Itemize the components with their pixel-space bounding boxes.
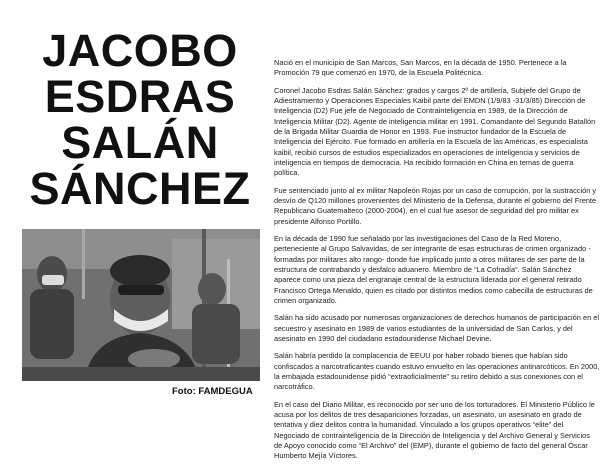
bio-paragraph-4: En la década de 1990 fue señalado por las investigaciones del Caso de la Red Moreno, perteneciente al Grupo Salvavidas, de ser integrante de esas estructuras de crimen organizado -formadas por militares alto rango- donde fue implicado junto a otros militares de ser parte de la estructura de contrabando y desfalco aduanero. Miembro de “La Cofradía”. Salán Sánchez aparece como una pieza del engranaje central de la estructura liderada por el general retirado Francisco Ortega Menaldo, quien es citado por distintos medios como cabecilla de estructuras de crimen organizado. bbox=[274, 234, 593, 305]
bio-paragraph-2: Coronel Jacobo Esdras Salán Sánchez: grados y cargos 2º de artillería, Subjefe del Grupo de Adiestramiento y Operaciones Especiales Kaibil parte del EMDN (1/9/83 -31/3/85) Dirección de Inteligencia (D2) Fue jefe de Negociado de Contrainteligencia en 1989, de la Dirección de Inteligencia Militar (D2). Agente de inteligencia militar en 1991. Comandante del Segundo Batallón de la Brigada Militar Guardia de Honor en 1993. Fue instructor fundador de la Escuela de Inteligencia del Ejército. Fue formado en artillería en la Escuela de las Américas, es especialista kaibil, recibió cursos de estudios especializados en operaciones de inteligencia y servicios de inteligencia en tiempos de democracia. Ha recibido formación en China en temas de guerra política. bbox=[274, 85, 596, 178]
name-line-3: SALÁN bbox=[61, 117, 219, 168]
bio-paragraph-1: Nació en el municipio de San Marcos, San Marcos, en la década de 1950. Pertenece a la Promoción 79 que comenzó en 1970, de la Escuela Politécnica. bbox=[274, 58, 567, 78]
bio-paragraph-3: Fue sentenciado junto al ex militar Napoleón Rojas por un caso de corrupción, por la sustracción y desvío de Q120 millones provenientes del Ministerio de la Defensa, durante el gobierno del Frente Republicano Guatemalteco (2000-2004), en el cual fue asesor de seguridad del pro militar ex presidente Alfonso Portillo. bbox=[274, 185, 597, 226]
bio-paragraph-6: Salán habría perdido la complacencia de EEUU por haber robado bienes que habían sido confiscados a narcotraficantes cuando estuvo envuelto en las operaciones antinarcóticos. En 2000, la embajada estadounidense pidió “extraoficialmente” su retiro debido a sus conexiones con el narcotráfico. bbox=[274, 351, 600, 392]
name-line-2: ESDRAS bbox=[44, 71, 236, 122]
photo-credit: Foto: FAMDEGUA bbox=[172, 386, 253, 397]
name-line-4: SÁNCHEZ bbox=[29, 163, 251, 214]
bio-paragraph-5: Salán ha sido acusado por numerosas organizaciones de derechos humanos de participación en el secuestro y asesinato en 1989 de varios estudiantes de la universidad de San Carlos, y del asesinato en 1990 del ciudadano estadounidense Michael Devine. bbox=[274, 313, 599, 343]
portrait-photo bbox=[22, 229, 260, 381]
bio-paragraph-7: En el caso del Diario Militar, es reconocido por ser uno de los torturadores. El Ministerio Público le acusa por los delitos de tres desapariciones forzadas, un asesinato, un asesinato en grado de tentativa y diez delitos contra la humanidad. Vinculado a los grupos operativos “elite” del Negociado de contrainteligencia de la Dirección de Inteligencia y del Archivo General y Servicios de Apoyo conocido como “El Archivo” del (EMP), durante el gobierno de facto del general Óscar Humberto Mejía Víctores. bbox=[274, 399, 595, 461]
person-with-face-mask-icon bbox=[22, 229, 260, 381]
name-heading-block bbox=[20, 25, 260, 214]
name-line-1: JACOBO bbox=[42, 25, 238, 76]
biography-text bbox=[274, 58, 600, 469]
